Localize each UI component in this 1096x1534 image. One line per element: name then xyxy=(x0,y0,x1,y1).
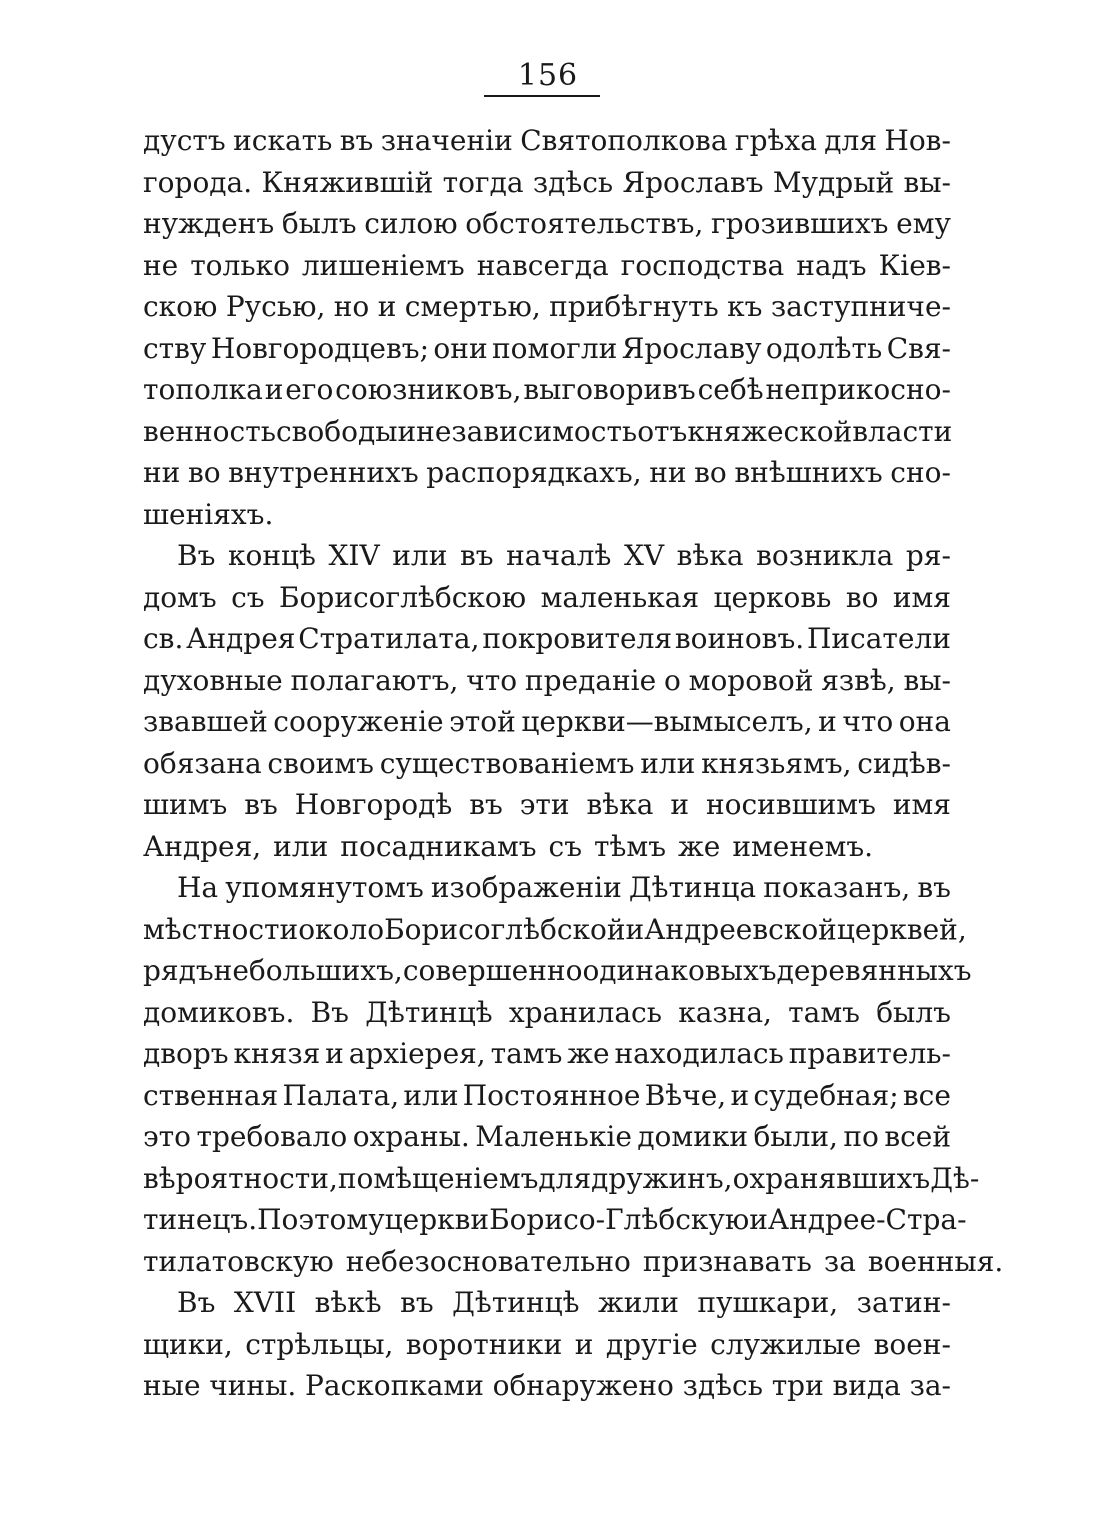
word: были, xyxy=(753,1120,838,1153)
word: тамъ xyxy=(788,995,860,1029)
word: судебная; xyxy=(753,1078,899,1112)
word: Борисо-Глѣбскую xyxy=(489,1203,750,1236)
word: же xyxy=(567,1037,610,1070)
word: посадникамъ xyxy=(340,829,537,863)
word: возникла xyxy=(756,539,894,572)
word: заступниче- xyxy=(770,290,951,323)
text-line xyxy=(143,743,951,785)
word: лишенiемъ xyxy=(301,248,465,282)
text-line xyxy=(143,1075,951,1117)
word: небольшихъ, xyxy=(213,954,403,987)
word: Маленькiе xyxy=(475,1120,632,1153)
word: Поэтому xyxy=(257,1203,385,1236)
word: тамъ xyxy=(490,1037,563,1070)
word: полагаютъ, xyxy=(290,663,459,697)
text-line xyxy=(143,701,951,743)
word: скою xyxy=(143,290,218,323)
word: началѣ xyxy=(506,539,612,572)
text-line xyxy=(143,1282,951,1324)
word: служилые xyxy=(710,1327,862,1361)
word: союзниковъ, xyxy=(335,373,522,406)
word: военныя. xyxy=(867,1244,1004,1278)
word: обстоятельствъ, xyxy=(465,207,704,240)
word: князя xyxy=(233,1037,321,1070)
word: и xyxy=(264,373,284,406)
word: вѣкѣ xyxy=(314,1286,382,1319)
word: Писатели xyxy=(806,622,951,655)
word: во xyxy=(845,580,879,614)
word: совершенно xyxy=(402,954,583,987)
word: Дѣтинцѣ xyxy=(365,995,493,1029)
word: обнаружено xyxy=(492,1369,674,1402)
word: или xyxy=(640,746,696,780)
word: помогли xyxy=(492,331,618,365)
word: небезосновательно xyxy=(345,1244,631,1278)
word: пушкари, xyxy=(697,1286,839,1319)
word: Святополкова xyxy=(520,124,728,157)
word: въ xyxy=(469,788,503,821)
word: или xyxy=(392,539,448,572)
word: и xyxy=(818,705,837,738)
word: мѣстности xyxy=(143,912,299,946)
word: Борисоглѣбской xyxy=(384,912,626,946)
word: три xyxy=(771,1369,824,1402)
word: шимъ xyxy=(143,788,228,821)
word: что xyxy=(466,663,518,697)
word: покровителя xyxy=(482,622,673,655)
word: былъ xyxy=(281,207,357,240)
text-line xyxy=(143,577,951,619)
text-line xyxy=(143,950,972,992)
word: Новгородѣ xyxy=(294,788,453,821)
word: это xyxy=(143,1120,192,1153)
text-line xyxy=(143,328,951,370)
word: венность xyxy=(143,414,276,448)
word: или xyxy=(273,829,329,863)
word: сооруженiе xyxy=(273,705,444,738)
word: Въ xyxy=(177,1286,216,1319)
word: Дѣтинца xyxy=(628,871,757,904)
word: Въ xyxy=(310,995,349,1029)
word: церковь xyxy=(713,580,832,614)
text-line xyxy=(143,992,951,1034)
word: Раскопками xyxy=(305,1369,484,1402)
word: отъ xyxy=(637,414,688,448)
word: Борисоглѣбскою xyxy=(278,580,527,614)
word: навсегда xyxy=(476,248,609,282)
word: его xyxy=(285,373,334,406)
word: одинаковыхъ xyxy=(582,954,777,987)
text-line xyxy=(143,1033,951,1075)
word: князьямъ, xyxy=(701,746,852,780)
word: нужденъ xyxy=(143,207,275,240)
text-line xyxy=(143,452,951,494)
word: Постоянное xyxy=(462,1078,641,1112)
word: во xyxy=(694,456,727,489)
word: находилась xyxy=(614,1037,784,1070)
word: стрѣльцы, xyxy=(245,1327,394,1361)
text-line xyxy=(143,867,951,909)
word: прибѣгнуть xyxy=(549,290,719,323)
word: XVII xyxy=(233,1286,297,1319)
word: Стратилата, xyxy=(298,622,480,655)
word: для xyxy=(538,1161,592,1195)
word: церкви xyxy=(384,1203,490,1236)
text-line xyxy=(143,1158,980,1200)
word: ственная xyxy=(143,1078,279,1112)
word: ря- xyxy=(905,539,951,572)
word: Вѣче, xyxy=(644,1078,727,1112)
word: эти xyxy=(519,788,570,821)
word: и xyxy=(730,1078,750,1112)
word: щики, xyxy=(143,1327,233,1361)
word: по xyxy=(843,1120,879,1153)
word: въ xyxy=(400,1286,434,1319)
word: вы- xyxy=(903,165,951,199)
word: преданiе xyxy=(524,663,657,697)
word: имя xyxy=(892,580,951,614)
word: не xyxy=(143,248,179,282)
word: княжеской xyxy=(687,414,853,448)
word: воен- xyxy=(873,1327,951,1361)
word: Кiев- xyxy=(878,248,951,282)
word: ни xyxy=(143,456,181,489)
word: неприкосно- xyxy=(765,373,951,406)
word: въ xyxy=(339,124,374,157)
word: своимъ xyxy=(267,746,374,780)
word: духовные xyxy=(143,663,283,697)
word: все xyxy=(902,1078,951,1112)
word: дустъ xyxy=(143,124,226,157)
text-line xyxy=(143,494,951,536)
word: упомянутомъ xyxy=(225,871,424,904)
text-line xyxy=(143,369,951,411)
word: охранявшихъ xyxy=(732,1161,931,1195)
word: существованiемъ xyxy=(379,746,635,780)
word: Ярославу xyxy=(621,331,762,365)
text-line xyxy=(143,660,951,702)
word: помѣщенiемъ xyxy=(337,1161,539,1195)
word: около xyxy=(298,912,385,946)
word: выговоривъ xyxy=(523,373,696,406)
word: язвѣ, xyxy=(821,663,896,697)
word: XIV xyxy=(328,539,380,572)
word: независимость xyxy=(416,414,638,448)
word: носившимъ xyxy=(705,788,876,821)
word: здѣсь xyxy=(532,165,614,199)
word: воиновъ. xyxy=(674,622,805,655)
word: во xyxy=(187,456,221,489)
word: признавать xyxy=(642,1244,812,1278)
page-number-rule xyxy=(484,95,600,97)
word: изображенiи xyxy=(430,871,622,904)
word: казна, xyxy=(678,995,772,1029)
word: ные xyxy=(143,1369,201,1402)
word: сно- xyxy=(890,456,951,489)
text-line xyxy=(143,826,951,868)
word: значенiи xyxy=(380,124,513,157)
word: искать xyxy=(233,124,333,157)
word: грозившихъ xyxy=(711,207,889,240)
word: Княжившiй xyxy=(261,165,434,199)
text-line xyxy=(143,286,951,328)
word: власти xyxy=(852,414,953,448)
word: чины. xyxy=(209,1369,297,1402)
word: этой xyxy=(449,705,516,738)
word: ни xyxy=(649,456,687,489)
word: себѣ xyxy=(697,373,764,406)
word: свободы xyxy=(275,414,398,448)
word: показанъ, xyxy=(763,871,911,904)
text-line xyxy=(143,909,967,951)
word: Ярославъ xyxy=(622,165,764,199)
word: деревянныхъ xyxy=(776,954,972,987)
text-line xyxy=(143,784,951,826)
word: тѣмъ xyxy=(594,829,667,863)
text-line xyxy=(143,203,951,245)
word: она xyxy=(898,705,951,738)
word: Свя- xyxy=(886,331,951,365)
word: но xyxy=(333,290,370,323)
text-line xyxy=(143,245,951,287)
word: вѣка xyxy=(676,539,744,572)
word: ему xyxy=(896,207,951,240)
word: и xyxy=(574,1327,594,1361)
word: вы- xyxy=(903,663,951,697)
word: и xyxy=(670,788,690,821)
text-line xyxy=(143,1241,1004,1283)
word: сидѣв- xyxy=(857,746,951,780)
word: рядъ xyxy=(143,954,214,987)
word: для xyxy=(824,124,877,157)
word: звавшей xyxy=(143,705,268,738)
word: былъ xyxy=(876,995,951,1029)
word: Дѣтинцѣ xyxy=(452,1286,580,1319)
word: въ xyxy=(459,539,494,572)
word: Андрея xyxy=(186,622,296,655)
word: же xyxy=(678,829,721,863)
word: хранилась xyxy=(508,995,662,1029)
word: именемъ. xyxy=(732,829,874,863)
word: что xyxy=(842,705,894,738)
word: воротники xyxy=(405,1327,563,1361)
word: св. xyxy=(143,622,184,655)
word: смертью, xyxy=(404,290,541,323)
word: распорядкахъ, xyxy=(426,456,642,489)
word: господства xyxy=(620,248,785,282)
word: Мудрый xyxy=(772,165,895,199)
word: моровой xyxy=(688,663,814,697)
word: Дѣ- xyxy=(930,1161,980,1195)
word: Нов- xyxy=(884,124,951,157)
word: затин- xyxy=(856,1286,951,1319)
word: и xyxy=(625,912,645,946)
text-line xyxy=(143,535,951,577)
word: Новгородцевъ; xyxy=(210,331,430,365)
text-line xyxy=(143,1365,951,1407)
word: одолѣть xyxy=(765,331,883,365)
word: На xyxy=(177,871,219,904)
word: тинецъ. xyxy=(143,1203,258,1236)
word: въ xyxy=(917,871,951,904)
word: здѣсь xyxy=(682,1369,763,1402)
word: города. xyxy=(143,165,253,199)
body-text xyxy=(143,120,1004,1407)
word: съ xyxy=(548,829,583,863)
text-line xyxy=(143,411,951,453)
text-line xyxy=(143,1116,951,1158)
word: и xyxy=(377,290,397,323)
word: архiерея, xyxy=(348,1037,486,1070)
text-line xyxy=(143,618,951,660)
text-line xyxy=(143,162,951,204)
word: за xyxy=(823,1244,856,1278)
word: вида xyxy=(832,1369,901,1402)
word: обязана xyxy=(143,746,262,780)
word: Андрея, xyxy=(143,829,262,863)
word: тополка xyxy=(143,373,263,406)
word: въ xyxy=(244,788,278,821)
word: Русью, xyxy=(225,290,326,323)
word: церкви—вымыселъ, xyxy=(521,705,813,738)
word: церквей, xyxy=(836,912,967,946)
word: къ xyxy=(727,290,763,323)
word: охраны. xyxy=(352,1120,470,1153)
word: концѣ xyxy=(227,539,316,572)
text-line xyxy=(143,1324,951,1366)
text-line xyxy=(143,120,951,162)
word: о xyxy=(664,663,681,697)
word: съ xyxy=(231,580,265,614)
word: тогда xyxy=(442,165,524,199)
word: маленькая xyxy=(540,580,700,614)
word: домики xyxy=(637,1120,749,1153)
word: шенiяхъ. xyxy=(143,497,274,531)
word: внѣшнихъ xyxy=(734,456,883,489)
word: домъ xyxy=(143,580,217,614)
word: дворъ xyxy=(143,1037,229,1070)
word: грѣха xyxy=(734,124,817,157)
word: Палата, xyxy=(282,1078,400,1112)
word: вѣроятности, xyxy=(143,1161,338,1195)
word: Андреевской xyxy=(644,912,837,946)
word: или xyxy=(403,1078,459,1112)
word: другiе xyxy=(605,1327,698,1361)
word: правитель- xyxy=(788,1037,951,1070)
word: силою xyxy=(364,207,458,240)
word: требовало xyxy=(196,1120,348,1153)
word: и xyxy=(749,1203,768,1236)
text-line xyxy=(143,1199,967,1241)
word: и xyxy=(325,1037,344,1070)
word: вѣка xyxy=(586,788,654,821)
word: жили xyxy=(598,1286,679,1319)
word: только xyxy=(190,248,290,282)
word: и xyxy=(397,414,417,448)
word: ству xyxy=(143,331,207,365)
word: Андрее-Стра- xyxy=(767,1203,967,1236)
word: XV xyxy=(623,539,665,572)
word: внутреннихъ xyxy=(228,456,419,489)
page-number: 156 xyxy=(517,58,579,93)
word: за- xyxy=(909,1369,951,1402)
word: Въ xyxy=(177,539,216,572)
word: всей xyxy=(884,1120,951,1153)
word: дружинъ, xyxy=(591,1161,733,1195)
word: тилатовскую xyxy=(143,1244,334,1278)
word: имя xyxy=(892,788,951,821)
word: надъ xyxy=(796,248,867,282)
word: они xyxy=(433,331,488,365)
word: домиковъ. xyxy=(143,995,295,1029)
